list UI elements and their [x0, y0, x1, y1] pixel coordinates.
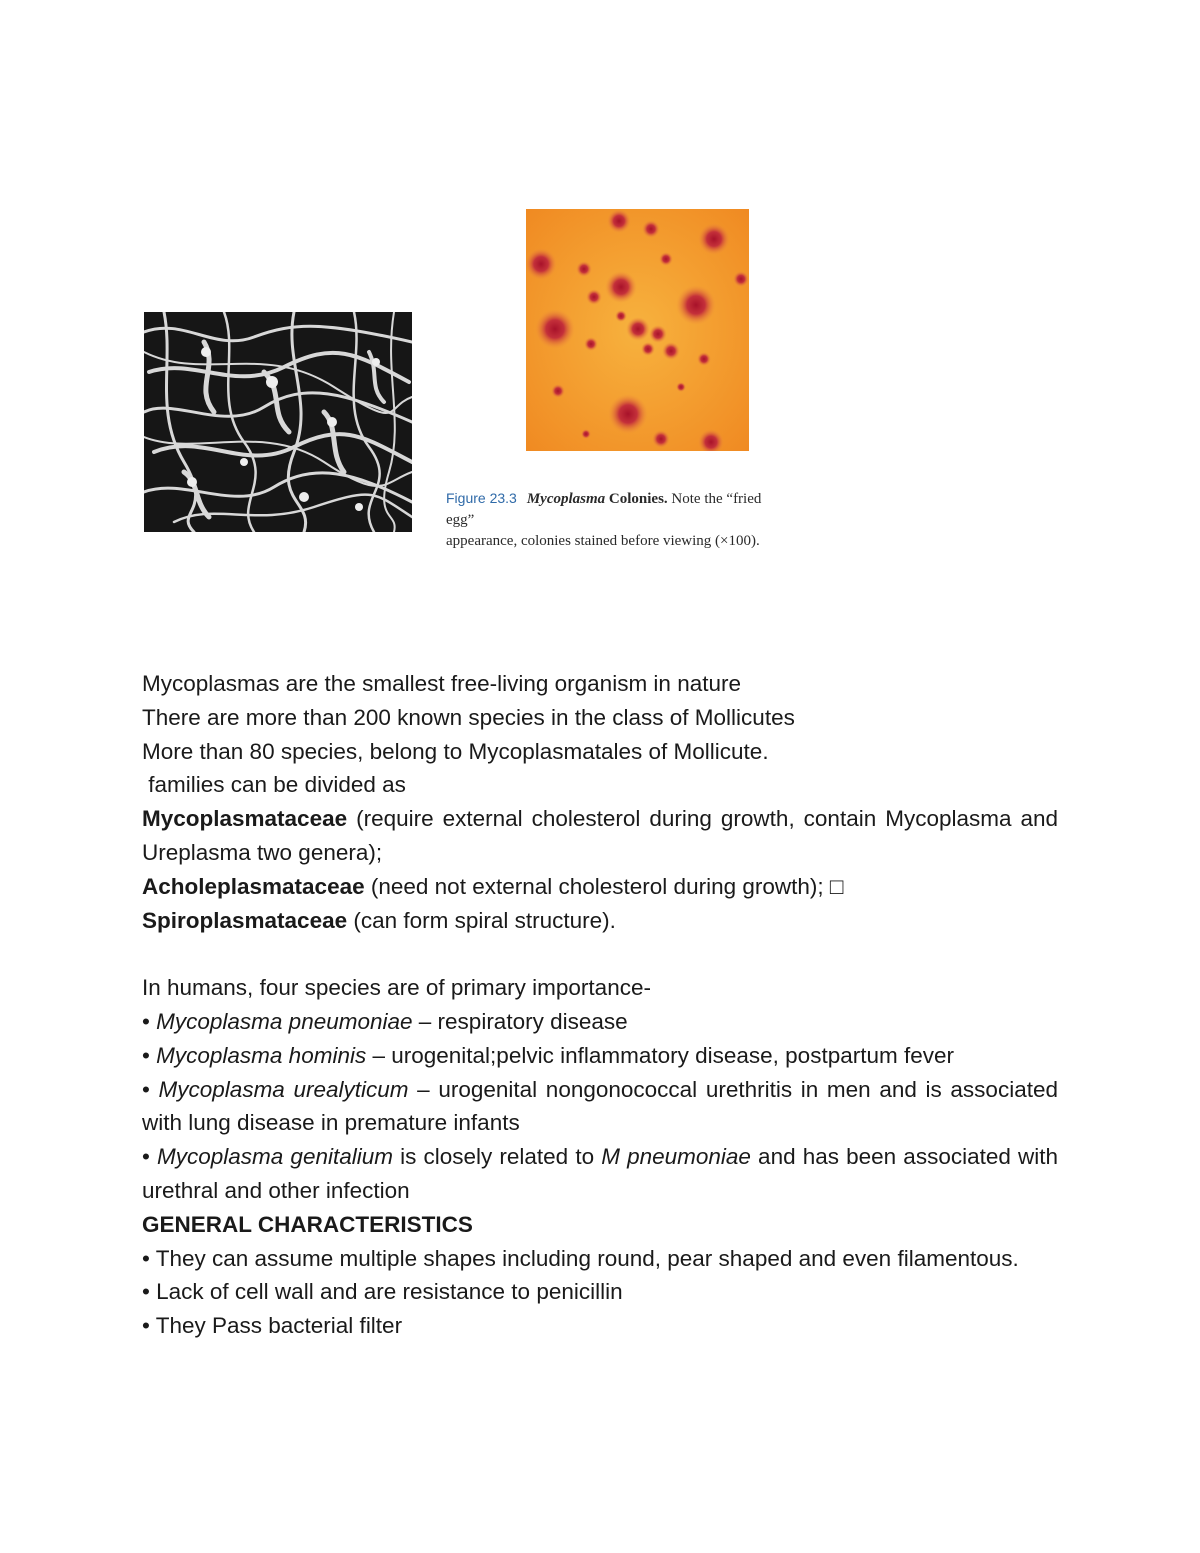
family-spiroplasmataceae [142, 904, 1058, 938]
caption-line-1: Note the “fried egg” [446, 491, 762, 528]
species-name: Mycoplasma urealyticum [158, 1076, 409, 1102]
family-acholeplasmataceae [142, 870, 1058, 904]
colonies-drawing [526, 209, 749, 451]
bullet: • [142, 1076, 159, 1102]
species-name: Mycoplasma hominis [156, 1042, 367, 1068]
mycoplasma-colonies-image [526, 209, 749, 451]
species-relation: is closely related to [393, 1144, 602, 1170]
family-mycoplasmataceae [142, 802, 1058, 870]
characteristic-bacterial-filter: • They Pass bacterial filter [142, 1313, 403, 1339]
bullet: • [142, 1008, 157, 1034]
text-line-mycoplasmatales: More than 80 species, belong to Mycoplasmatales of Mollicute. [142, 738, 769, 764]
species-item-urealyticum [142, 1073, 1058, 1141]
section-heading-general-characteristics: GENERAL CHARACTERISTICS [142, 1211, 473, 1237]
species-item-genitalium [142, 1140, 1058, 1208]
figure-title-genus: Mycoplasma [526, 491, 606, 507]
family-name: Mycoplasmataceae [142, 806, 348, 832]
species-description: and has been associated with urethral and other infection [142, 1144, 1059, 1203]
figure-number: Figure 23.3 [446, 490, 517, 506]
family-name: Acholeplasmataceae [142, 873, 365, 899]
species-item-pneumoniae [142, 1005, 1058, 1039]
family-description: (need not external cholesterol during growth); □ [364, 873, 844, 899]
species-reference: M pneumoniae [601, 1144, 751, 1170]
micrograph-drawing [144, 312, 412, 532]
figure-title [527, 491, 668, 507]
blank-line [142, 937, 1058, 971]
text-line-families-intro: families can be divided as [142, 772, 406, 798]
document-body [142, 667, 1058, 1343]
family-description: (can form spiral structure). [347, 907, 616, 933]
caption-line-2: appearance, colonies stained before viewing (×100). [446, 533, 760, 549]
bullet: • [142, 1144, 158, 1170]
text-line-smallest-organism: Mycoplasmas are the smallest free-living organism in nature [142, 671, 741, 696]
figure-caption [446, 488, 786, 552]
figure-title-rest: Colonies. [605, 491, 668, 507]
text-line-humans-intro: In humans, four species are of primary importance- [142, 975, 651, 1001]
bullet: • [142, 1042, 157, 1068]
species-description: – urogenital;pelvic inflammatory disease, postpartum fever [366, 1042, 954, 1068]
characteristic-shapes: • They can assume multiple shapes including round, pear shaped and even filamentous. [142, 1245, 1019, 1271]
text-line-species-count: There are more than 200 known species in the class of Mollicutes [142, 704, 795, 730]
species-name: Mycoplasma pneumoniae [156, 1008, 413, 1034]
electron-micrograph-image [144, 312, 412, 532]
family-name: Spiroplasmataceae [142, 907, 348, 933]
family-description: (require external cholesterol during growth, contain Mycoplasma and Ureplasma two genera); [142, 806, 1058, 865]
species-name: Mycoplasma genitalium [157, 1144, 393, 1170]
species-description: – respiratory disease [412, 1008, 628, 1034]
species-description: – urogenital nongonococcal urethritis in men and is associated with lung disease in premature infants [142, 1076, 1058, 1136]
species-item-hominis [142, 1039, 1058, 1073]
characteristic-cell-wall: • Lack of cell wall and are resistance to penicillin [142, 1279, 623, 1305]
